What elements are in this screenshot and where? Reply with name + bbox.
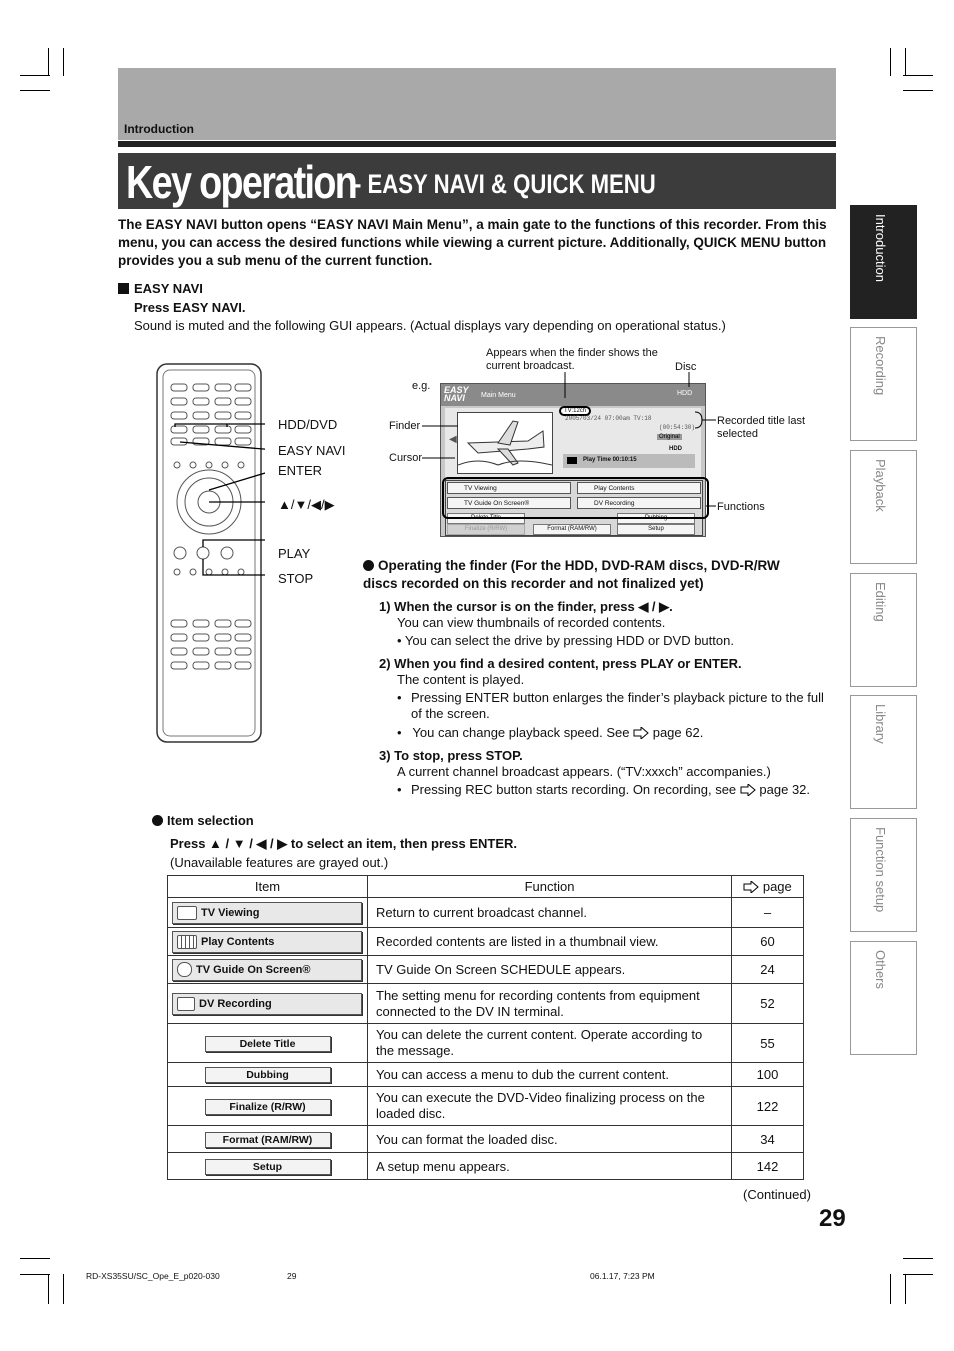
- tv-icon: [177, 906, 197, 920]
- tab-library[interactable]: Library: [850, 695, 917, 809]
- film-icon: [177, 935, 197, 949]
- round-bullet-icon: [363, 560, 374, 571]
- step3-title: 3) To stop, press STOP.: [379, 748, 523, 763]
- section-label: Introduction: [124, 122, 194, 136]
- tab-function-setup[interactable]: Function setup: [850, 818, 917, 932]
- item-dubbing[interactable]: Dubbing: [205, 1067, 331, 1083]
- tab-recording[interactable]: Recording: [850, 327, 917, 441]
- finder-heading: Operating the finder (For the HDD, DVD-RAM discs, DVD-R/RW discs recorded on this recorder and not finalized yet): [363, 558, 780, 591]
- guide-icon: [177, 962, 192, 977]
- step2-bullet1: • Pressing ENTER button enlarges the finder’s playback picture to the full of the screen.: [397, 690, 824, 721]
- item-selection-heading: Item selection: [152, 813, 254, 828]
- screen-btn-tv-guide[interactable]: TV Guide On Screen®: [447, 497, 571, 509]
- continued-label: (Continued): [743, 1187, 811, 1202]
- screen-hdd-label: HDD: [669, 446, 682, 452]
- tab-others[interactable]: Others: [850, 941, 917, 1055]
- screen-original-badge: Original: [659, 434, 680, 440]
- screen-play-time: Play Time 00:10:15: [583, 457, 637, 463]
- tab-introduction[interactable]: Introduction: [850, 205, 917, 319]
- screen-tv-channel: TV:12ch: [559, 406, 591, 416]
- screen-hdd: HDD: [677, 390, 693, 397]
- easy-navi-logo: EASY NAVI: [444, 385, 469, 403]
- page-ref-arrow-icon: [740, 784, 756, 796]
- label-cursor: Cursor: [389, 452, 423, 464]
- table-row: Play Contents Recorded contents are listed in a thumbnail view. 60: [168, 928, 804, 956]
- item-play-contents[interactable]: Play Contents: [172, 931, 362, 953]
- item-finalize[interactable]: Finalize (R/RW): [205, 1099, 331, 1115]
- label-functions: Functions: [717, 501, 765, 513]
- item-delete-title[interactable]: Delete Title: [205, 1036, 331, 1052]
- section-header-band: [118, 68, 836, 140]
- items-table: [167, 875, 804, 1180]
- screen-btn-tv-viewing[interactable]: TV Viewing: [447, 482, 571, 494]
- easy-navi-heading: EASY NAVI: [118, 281, 203, 296]
- easy-navi-desc: Sound is muted and the following GUI appears. (Actual displays vary depending on operational status.): [134, 318, 726, 333]
- easy-navi-press: Press EASY NAVI.: [134, 300, 246, 315]
- screen-btn-delete-title[interactable]: Delete Title: [447, 513, 525, 524]
- step3-text: A current channel broadcast appears. (“TV:xxxch” accompanies.): [397, 764, 771, 779]
- note-finder: Appears when the finder shows the current broadcast.: [486, 347, 658, 372]
- screen-callout-lines: [380, 360, 720, 525]
- item-selection-press: Press ▲ / ▼ / ◀ / ▶ to select an item, then press ENTER.: [170, 836, 517, 851]
- label-play: PLAY: [278, 546, 311, 561]
- table-row: Format (RAM/RW) You can format the loaded disc. 34: [168, 1126, 804, 1153]
- camera-icon: [177, 997, 195, 1011]
- finder-left-arrow-icon: ◀: [449, 434, 457, 445]
- col-page: page: [732, 876, 804, 898]
- remote-control-illustration: [155, 362, 265, 747]
- screen-btn-finalize[interactable]: Finalize (R/RW): [447, 524, 525, 535]
- screen-menu-title: Main Menu: [481, 392, 516, 399]
- step1-text: You can view thumbnails of recorded contents.: [397, 615, 666, 630]
- table-row: DV Recording The setting menu for recording contents from equipment connected to the DV IN terminal. 52: [168, 984, 804, 1024]
- label-stop: STOP: [278, 571, 314, 586]
- label-finder: Finder: [389, 420, 421, 432]
- screen-btn-dubbing[interactable]: Dubbing: [617, 513, 695, 524]
- label-hdd-dvd: HDD/DVD: [278, 417, 338, 432]
- footer-page: 29: [287, 1271, 297, 1281]
- round-bullet-icon: [152, 815, 163, 826]
- intro-text: The EASY NAVI button opens “EASY NAVI Main Menu”, a main gate to the functions of this recorder. From this menu, you can access the desired functions while viewing a current picture. Additionally, QUICK MENU button provides you a sub menu of the current function.: [118, 217, 827, 268]
- step3-bullet: • Pressing REC button starts recording. On recording, see page 32.: [397, 782, 811, 797]
- page-ref-arrow-icon: [633, 727, 649, 739]
- square-bullet-icon: [118, 283, 129, 294]
- screen-duration: (00:54:30): [659, 424, 696, 431]
- title-main: Key operation: [126, 156, 357, 208]
- step1-title: 1) When the cursor is on the finder, press ◀ / ▶.: [379, 599, 673, 614]
- step2-title: 2) When you find a desired content, press PLAY or ENTER.: [379, 656, 742, 671]
- step1-bullet: • You can select the drive by pressing HDD or DVD button.: [397, 633, 734, 648]
- tab-editing[interactable]: Editing: [850, 573, 917, 687]
- table-row: Dubbing You can access a menu to dub the current content. 100: [168, 1063, 804, 1087]
- step2-text: The content is played.: [397, 672, 525, 687]
- item-dv-recording[interactable]: DV Recording: [172, 993, 362, 1015]
- label-eg: e.g.: [412, 380, 431, 392]
- page-ref-arrow-icon: [743, 881, 759, 893]
- label-disc: Disc: [675, 361, 697, 373]
- label-recorded-title: Recorded title last selected: [717, 415, 806, 440]
- table-row: Finalize (R/RW) You can execute the DVD-Video finalizing process on the loaded disc. 122: [168, 1087, 804, 1126]
- page-number: 29: [819, 1205, 846, 1232]
- screen-btn-play-contents[interactable]: Play Contents: [577, 482, 701, 494]
- col-item: Item: [168, 876, 368, 898]
- item-format[interactable]: Format (RAM/RW): [205, 1132, 331, 1148]
- title-rule: [118, 141, 836, 147]
- label-enter: ENTER: [278, 463, 323, 478]
- table-header-row: [168, 876, 804, 898]
- title-sub: - EASY NAVI & QUICK MENU: [354, 169, 656, 199]
- item-setup[interactable]: Setup: [205, 1159, 331, 1175]
- item-tv-guide[interactable]: TV Guide On Screen®: [172, 959, 362, 981]
- item-selection-note: (Unavailable features are grayed out.): [170, 855, 389, 870]
- tab-playback[interactable]: Playback: [850, 450, 917, 564]
- page-title: [118, 153, 836, 209]
- screen-btn-dv-recording[interactable]: DV Recording: [577, 497, 701, 509]
- table-row: TV Viewing Return to current broadcast channel. –: [168, 898, 804, 928]
- step2-bullet2: • You can change playback speed. See page 62.: [397, 725, 704, 740]
- table-row: Setup A setup menu appears. 142: [168, 1153, 804, 1180]
- screen-date: 2005/03/24 07:00am TV:18: [565, 415, 652, 422]
- label-arrows: ▲/▼/◀/▶: [278, 497, 335, 512]
- table-row: Delete Title You can delete the current content. Operate according to the message. 55: [168, 1024, 804, 1063]
- footer-file: RD-XS35SU/SC_Ope_E_p020-030: [86, 1271, 220, 1281]
- col-function: Function: [368, 876, 732, 898]
- label-easy-navi: EASY NAVI: [278, 443, 346, 458]
- screen-btn-format[interactable]: Format (RAM/RW): [533, 524, 611, 535]
- item-tv-viewing[interactable]: TV Viewing: [172, 902, 362, 924]
- screen-btn-setup[interactable]: Setup: [617, 524, 695, 535]
- footer-date: 06.1.17, 7:23 PM: [590, 1271, 655, 1281]
- table-row: TV Guide On Screen® TV Guide On Screen SCHEDULE appears. 24: [168, 956, 804, 984]
